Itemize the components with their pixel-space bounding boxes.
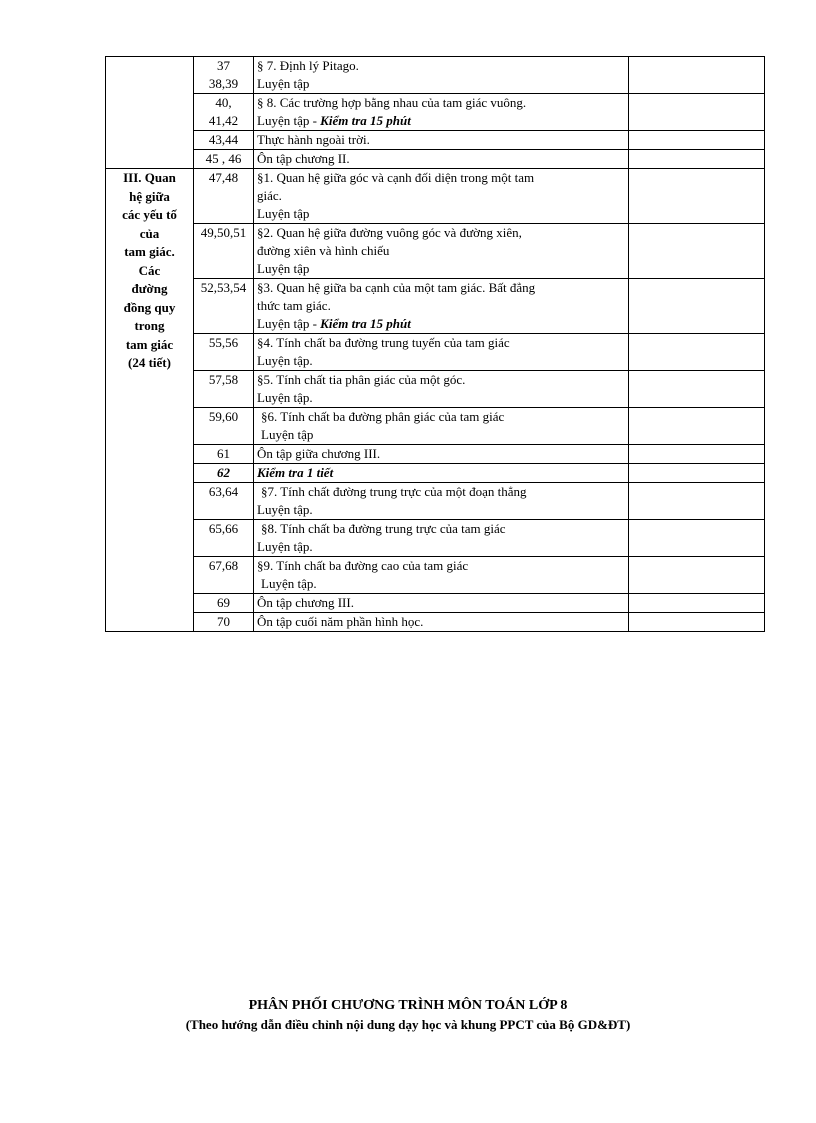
lesson-number: 65,66 bbox=[194, 520, 254, 557]
table-row bbox=[106, 224, 765, 279]
lesson-content: § 7. Định lý Pitago. Luyện tập bbox=[254, 57, 629, 94]
lesson-content: Ôn tập chương III. bbox=[254, 594, 629, 613]
lesson-content: Ôn tập cuối năm phần hình học. bbox=[254, 613, 629, 632]
quiz-label: Kiểm tra 15 phút bbox=[320, 113, 411, 128]
document-title: PHÂN PHỐI CHƯƠNG TRÌNH MÔN TOÁN LỚP 8 bbox=[248, 998, 568, 1013]
lesson-content: §3. Quan hệ giữa ba cạnh của một tam giác. Bất đẳng thức tam giác. Luyện tập - Kiểm tra 15 phút bbox=[254, 279, 629, 334]
lesson-content: Ôn tập chương II. bbox=[254, 150, 629, 169]
notes-cell bbox=[629, 445, 765, 464]
lesson-number: 61 bbox=[194, 445, 254, 464]
lesson-number: 63,64 bbox=[194, 483, 254, 520]
lesson-number: 69 bbox=[194, 594, 254, 613]
lesson-content: §6. Tính chất ba đường phân giác của tam giác Luyện tập bbox=[254, 408, 629, 445]
lesson-content: §7. Tính chất đường trung trực của một đoạn thẳng Luyện tập. bbox=[254, 483, 629, 520]
notes-cell bbox=[629, 334, 765, 371]
lesson-number: 70 bbox=[194, 613, 254, 632]
lesson-content: §4. Tính chất ba đường trung tuyến của tam giác Luyện tập. bbox=[254, 334, 629, 371]
lesson-number: 67,68 bbox=[194, 557, 254, 594]
lesson-content: § 8. Các trường hợp bằng nhau của tam giác vuông. Luyện tập - Kiểm tra 15 phút bbox=[254, 94, 629, 131]
notes-cell bbox=[629, 371, 765, 408]
chapter-topic-cell: III. Quan hệ giữa các yếu tố của tam giác. Các đường đồng quy trong tam giác (24 tiết) bbox=[106, 169, 194, 632]
table-row bbox=[106, 371, 765, 408]
notes-cell bbox=[629, 464, 765, 483]
lesson-content: Kiểm tra 1 tiết bbox=[254, 464, 629, 483]
lesson-content: §1. Quan hệ giữa góc và cạnh đối diện trong một tam giác. Luyện tập bbox=[254, 169, 629, 224]
table-row bbox=[106, 150, 765, 169]
table-row bbox=[106, 613, 765, 632]
document-subtitle: (Theo hướng dẫn điều chỉnh nội dung dạy học và khung PPCT của Bộ GD&ĐT) bbox=[185, 1017, 631, 1032]
lesson-content: Thực hành ngoài trời. bbox=[254, 131, 629, 150]
table-row bbox=[106, 483, 765, 520]
notes-cell bbox=[629, 150, 765, 169]
topic-cell-continued bbox=[106, 57, 194, 169]
table-row bbox=[106, 334, 765, 371]
notes-cell bbox=[629, 224, 765, 279]
table-row bbox=[106, 408, 765, 445]
table-row bbox=[106, 279, 765, 334]
curriculum-table-wrapper bbox=[105, 56, 765, 632]
quiz-label: Kiểm tra 15 phút bbox=[320, 316, 411, 331]
lesson-number: 57,58 bbox=[194, 371, 254, 408]
notes-cell bbox=[629, 279, 765, 334]
curriculum-table bbox=[105, 56, 765, 632]
notes-cell bbox=[629, 483, 765, 520]
lesson-number: 49,50,51 bbox=[194, 224, 254, 279]
table-row bbox=[106, 131, 765, 150]
notes-cell bbox=[629, 57, 765, 94]
table-row bbox=[106, 94, 765, 131]
lesson-number: 43,44 bbox=[194, 131, 254, 150]
table-row bbox=[106, 169, 765, 224]
table-row bbox=[106, 557, 765, 594]
lesson-content: §8. Tính chất ba đường trung trực của tam giác Luyện tập. bbox=[254, 520, 629, 557]
lesson-number: 55,56 bbox=[194, 334, 254, 371]
notes-cell bbox=[629, 557, 765, 594]
lesson-number: 37 38,39 bbox=[194, 57, 254, 94]
notes-cell bbox=[629, 131, 765, 150]
lesson-number: 62 bbox=[194, 464, 254, 483]
lesson-number: 47,48 bbox=[194, 169, 254, 224]
notes-cell bbox=[629, 594, 765, 613]
lesson-number: 45 , 46 bbox=[194, 150, 254, 169]
table-row bbox=[106, 594, 765, 613]
lesson-number: 59,60 bbox=[194, 408, 254, 445]
table-row bbox=[106, 464, 765, 483]
lesson-number: 52,53,54 bbox=[194, 279, 254, 334]
lesson-content: §5. Tính chất tia phân giác của một góc. Luyện tập. bbox=[254, 371, 629, 408]
notes-cell bbox=[629, 169, 765, 224]
notes-cell bbox=[629, 408, 765, 445]
table-row bbox=[106, 520, 765, 557]
table-row bbox=[106, 445, 765, 464]
lesson-content: §9. Tính chất ba đường cao của tam giác Luyện tập. bbox=[254, 557, 629, 594]
lesson-number: 40, 41,42 bbox=[194, 94, 254, 131]
table-row bbox=[106, 57, 765, 94]
notes-cell bbox=[629, 613, 765, 632]
lesson-content: §2. Quan hệ giữa đường vuông góc và đường xiên, đường xiên và hình chiếu Luyện tập bbox=[254, 224, 629, 279]
lesson-content: Ôn tập giữa chương III. bbox=[254, 445, 629, 464]
notes-cell bbox=[629, 94, 765, 131]
notes-cell bbox=[629, 520, 765, 557]
